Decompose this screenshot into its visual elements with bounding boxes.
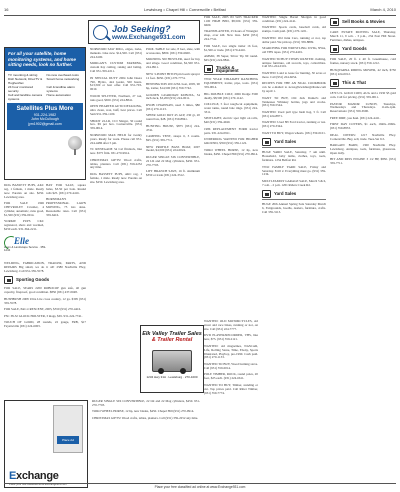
classified-item: TWO YEAR STRAIGHT RANCHING EQUIPMENT, trailer, pipe, tools. (931) 359-0014. bbox=[204, 77, 258, 90]
elle-logo: Elle bbox=[14, 236, 29, 246]
classified-item: HIT AND MISS ENGINE 3 1/2 HP, $850. (931) 359-7711. bbox=[330, 157, 396, 166]
classified-item: FOR SALE, two single trailer 16 foot, $1,500 or trade. (931) 270-4416. bbox=[204, 43, 258, 52]
classified-item: CHRISTMAS GIFTS! Wood crafts, tables, planters. Call (931) 359-2252 any time. bbox=[92, 415, 199, 420]
classified-item: NEW PROFILE BASS BOAT, 2007 model, $4,500 (931) 224-0024. bbox=[146, 144, 200, 153]
classified-item: FOR SALE 1996 CHEVROLET Cavalier, 4 cylinder, automatic, runs good, $1,500 (931) 359-0014. bbox=[4, 201, 44, 217]
elle-subtitle: Lawn & Landscape Service · 359-1234 bbox=[4, 245, 46, 253]
exchange-ad[interactable] bbox=[4, 400, 88, 488]
this-and-that-header: This & That bbox=[330, 79, 396, 89]
classified-item: WANTED: Used pull type bush hog, 5 ft. Call (931) 224-8871. bbox=[262, 109, 326, 118]
classified-item: SPEER GOLD DOT 45 ACP, 230 gr, 20 round box, $28. (931) 359-8841. bbox=[146, 113, 200, 122]
column-6 bbox=[330, 16, 396, 480]
classified-item: DOG BASSETT PUPS, AKC reg, 1 female, 1 male. Ready now. Parents on site. $250. Lewisburg area. bbox=[4, 184, 44, 199]
classified-item: AMMO, 38 Super, Silver Tip 90 round. $65 (931) 224-8841. bbox=[204, 54, 258, 62]
classified-item: NORWOOD SAW MILL, edges, forks, manuals. Like new. $14,500. Call (931) 224-6100. bbox=[90, 48, 142, 59]
classified-item: FIRST DAY COVERS, $1 each, 1940s–1960s. (931) 359-8833. bbox=[330, 122, 396, 131]
satellite-ad bbox=[4, 47, 86, 180]
classified-item: POOL TABLE for sale, 8 foot, slate, with accessories, $800. (931) 359-6600. bbox=[146, 48, 200, 55]
classified-item: HORSEMAN'S PROFESSIONAL LAWN MOWING, 75 lots done. Reasonable rates. Call (931) 359-6416. bbox=[46, 197, 86, 217]
classified-item: HUSQVARNA RIDING MOWER, 42 inch, $750 (931) 224-0012. bbox=[330, 67, 396, 76]
satellite-dish-icon bbox=[68, 136, 82, 150]
classified-item: HAY FOR SALE, square bales, $3.50 per bale. Round rolls $25. (931) 270-4416. bbox=[46, 184, 86, 195]
classified-item: FREE DIRT, you haul. (931) 224-4411. bbox=[330, 115, 381, 120]
job-ad-title: Job Seeking? bbox=[112, 23, 171, 34]
column-2 bbox=[90, 48, 142, 378]
classified-item: NEW 3-POINT HITCH pin boom sprayer 12 foot. $650. (931) 270-7774. bbox=[146, 71, 200, 80]
classified-item: IN SPECIAL DUTY 2004 John Deere 790, Hydro, 4x4 loader, 500 hours. $13,500 or best offer. Call 931-703-0010. bbox=[90, 75, 142, 92]
classified-item: WANTED TO BUY, Wood burning stove. Call (931) 359-0014. bbox=[204, 361, 258, 370]
satellite-ad-features bbox=[5, 71, 85, 103]
feature-item: Home automation bbox=[46, 92, 71, 97]
column-1-top bbox=[4, 184, 44, 236]
trailer-ad-contact: 1234 Hwy 31A · Lewisburg · 270-1000 bbox=[146, 374, 198, 379]
classified-item: 1986 REPLACEMENT FORD tractor parts. 931-224-0911. bbox=[204, 126, 258, 135]
classified-item: COLLEGE, 5 foot rough-cut equipment, water tanks, round bale rings. (931) 224-3311. bbox=[204, 102, 258, 114]
yard-sales-header-2: Yard Sales bbox=[262, 190, 326, 200]
satellite-contact: John McCullough bbox=[31, 117, 59, 122]
classified-item: WANTED: old magazines, NASCAR, Life, Rolling Stone, Time, Ebony, Sports Illustrated, Playboy, pre-1990. Cash paid. (931) 270-1133. bbox=[204, 343, 258, 360]
classified-item: WANTED: Land to lease for hunting, 50 acres or more. Call (931) 224-6654. bbox=[262, 70, 326, 79]
classified-item: SEARCHING FOR WRESTLING: DVDs, NWA, old VHS tapes. (931) 270-4401. bbox=[262, 46, 326, 55]
exchange-tagline: Place your free classified ad at Exchange931.com bbox=[9, 483, 67, 486]
classified-item: MORGAN'S CUSTOM FARMING, custom hay cutting, raking and baling. Call 931-359-2211. bbox=[90, 61, 142, 74]
page-header bbox=[4, 4, 396, 16]
classified-item: SHOOT 22-LR, CCI Stinger, 50 round box. $9 per box. Cornersville. (931) 359-0014. bbox=[90, 118, 142, 131]
classified-item: RUGER SINGLE SIX CONVERTIBLE, 22 LR and 22 Mag cylinders, $450. 931-270-7703. bbox=[146, 154, 200, 167]
column-4-bottom bbox=[204, 320, 258, 480]
issue-date: March 4, 2010 bbox=[370, 7, 396, 12]
classified-item: FOR SALE, 20 ft. x 40 ft. Greenhouse, cold frames, nursery stock. (931) 359-1212. bbox=[330, 57, 396, 66]
elle-lawn-ad bbox=[4, 236, 46, 258]
shovel-icon bbox=[330, 45, 339, 53]
classified-item: TORO WHEEL HORSE, 12 hp, new blades, $450. Chapel Hill (931) 270-9914. bbox=[92, 409, 195, 414]
classified-item: RYOB CHAINSAW, used 3 times, $80 (931) 270-1123. bbox=[146, 102, 200, 111]
classified-item: TRANSPLANTED, 25 hours of Wrangler shop, over kill. New tires. $450 (931) 224-7741. bbox=[204, 29, 258, 42]
yard-goods-header: Yard Goods bbox=[330, 45, 396, 55]
classified-item: TWO FAMILY YARD SALE, Friday and Saturday. 8 till 2. Everything must go. (931) 359-1234. bbox=[262, 164, 326, 177]
ad-illustration bbox=[53, 405, 83, 453]
job-ad-url[interactable]: www.Exchange931.com bbox=[112, 33, 186, 41]
classified-item: FOR SALE, PAC-CRESCENT, 2005, $550 (931) 270-4416. bbox=[4, 307, 82, 312]
feature-item: Dish Network, DirecTV & HughesNet bbox=[8, 76, 43, 85]
classified-item: HUNTING HOUSE, $875 (931) 224-4741. bbox=[146, 123, 200, 132]
classified-item: MOOSING 500 HUSTLER, used for hay and silage. Good condition, $2,500 931-224-9911. bbox=[146, 57, 200, 70]
yard-sales-header: Yard Sales bbox=[262, 138, 326, 148]
column-3 bbox=[146, 48, 200, 320]
classified-item: UNDERDOG WANTED FOR HIGHER GROUND, $350 (931) 359-1122. bbox=[204, 137, 258, 146]
classified-item: DOG BASSETT PUPS, AKC reg, 1 female, 1 male. Ready now. Parents on site. $250. Lewisburg area. bbox=[90, 171, 142, 184]
classified-item: GOLDEN GUARDIAN KUBOTA, 54 inch deck, $3,200 (931) 224-0011. bbox=[146, 92, 200, 101]
classified-item: MULTI-FAMILY GARAGE SALE, March 5 & 6, 7 a.m. - 2 p.m. 1201 Riders Creek Rd. bbox=[262, 178, 326, 187]
classified-item: PASTOR MANOR LUNCH, Tuesdays, Wednesdays and Thursdays. 11am-1pm. Reservations: (931) 359-6590. bbox=[330, 101, 396, 114]
yard-sale-icon bbox=[262, 190, 271, 198]
exchange-logo: Exchange bbox=[9, 470, 59, 482]
column-2-bottom bbox=[92, 400, 200, 480]
classified-item: POLE TIMBER, ROCK, round poles, 20 foot, $25 each. (931) 224-6611. bbox=[204, 372, 258, 381]
satellite-phone[interactable]: 931-224-1982 bbox=[33, 112, 57, 117]
classified-item: WANTED: OLD MOTORCYCLES, old street and race bikes, running or not, on site. Call (931) 224-7777. bbox=[204, 320, 258, 331]
section-title: Lewisburg • Chapel Hill • Cornersville • Belfast bbox=[144, 7, 226, 12]
satellite-email[interactable]: jym1902@gmail.com bbox=[28, 121, 62, 126]
satellite-company: Satellites Plus More bbox=[16, 105, 74, 112]
classified-item: RECIPES FOR THE AN NUAL COOKBOOK can be e-mailed to news@lewisburgtribune.com by April 1. bbox=[262, 81, 326, 94]
feature-item: No new overhead costs bbox=[46, 72, 79, 77]
column-1b-top bbox=[46, 184, 86, 236]
classified-item: WELDING, FABRICATION, TRAILER, PARTS, AND REPAIRS Big small, we do it all! 2580 Nashville Hwy, Lewisburg. Call 931-359-5578. bbox=[4, 262, 86, 273]
feature-item: Cell and landline camera systems bbox=[8, 92, 43, 101]
satellite-ad-headline: For all your satellite, home monitoring systems, and home sitting needs, look no further. bbox=[5, 48, 85, 71]
classified-item: HUGE YARD SALE, Saturday, 7 am until. Household, baby items, clothes, toys, tools, furniture. 1234 Belfast Rd. bbox=[262, 150, 326, 163]
classified-item: BARGAIN BARN, 1300 Nashville Hwy. Lewisburg. Antiques, tools, furniture, glassware. Open daily. bbox=[330, 143, 396, 155]
classified-item: WANTED: Sports cards, baseball cards, old stamps. Cash paid. (931) 270-1221. bbox=[262, 25, 326, 34]
classified-item: CAMPING TENT, sleeps 6, 3 rooms. $95. (931) 359-7711. bbox=[146, 134, 200, 143]
classified-item: OPEN HEARTED AUTO DETAILING, ultra clean, wax, buff, best prices. Call Sam 931-359-1100. bbox=[90, 104, 142, 117]
classified-item: HUSHBUSH 2008 Ultra Lite cross country, 12 ga. $395 (931) 359-5578. bbox=[4, 296, 86, 305]
column-4 bbox=[204, 16, 258, 316]
magnifier-icon bbox=[93, 25, 108, 40]
classified-item: WANT TO BUY, Wagon wheels. (931) 359-0101. bbox=[262, 130, 326, 135]
box-icon bbox=[330, 79, 339, 87]
classified-item: PSC 38-32 GLOCK HOLSTER, 3 mags, $65. 931-224-7741. bbox=[4, 313, 83, 318]
classified-item: TORO WHEEL HORSE, 12 hp, new blades, $450. Chapel Hill (931) 270-9914. bbox=[204, 147, 258, 156]
feature-item: TV mounting & wiring bbox=[8, 72, 38, 77]
classified-item: BENNINGTON 200 22XL boat, 2005, 90 hp, trailer, $14,500 (931) 359-7742. bbox=[146, 82, 200, 91]
classified-item: TC RENEGADE 54 Cal flintlock, like new. $375 firm. 931-270-9914. bbox=[90, 147, 142, 156]
book-icon bbox=[330, 18, 339, 26]
place-ad-button[interactable]: Place Ad bbox=[57, 436, 79, 444]
feature-item: Cell & landline alarm systems bbox=[46, 84, 75, 93]
column-1-mid bbox=[4, 262, 86, 392]
trailer-ad-title: Elk Valley Trailer Sales & Trailer Rental bbox=[142, 331, 202, 344]
rifle-icon bbox=[4, 276, 13, 284]
classified-item: WANTED: Old Junk Cars, running or not, top dollar paid. We pick up. (931) 359-8899. bbox=[262, 35, 326, 44]
yard-sale-icon bbox=[262, 138, 271, 146]
truck-icon bbox=[204, 65, 213, 73]
column-5 bbox=[262, 16, 326, 480]
feature-item: 24 hour monitored security bbox=[8, 84, 34, 93]
classified-item: RUGER SINGLE SIX CONVERTIBLE, 22 LR and 22 Mag cylinders, $450. 931-270-7703. bbox=[92, 400, 200, 407]
trailer-sales-ad bbox=[140, 325, 204, 393]
classified-item: SPOTLIGHT, electric spot light on rolls, $40 (931) 359-4040. bbox=[204, 116, 258, 125]
classified-item: WANTED: Used 8N Ford tractor, running or not. (931) 270-3344. bbox=[262, 120, 326, 129]
classified-item: WANTED: Single Barrel Shotgun in good condition. (931) 224-4141. bbox=[262, 16, 326, 23]
classified-item: WANT TO BUY, Old Jack Daniel's and Tennessee Whiskey bottles, jugs and crocks. (931) 359-5544. bbox=[262, 95, 326, 108]
classified-item: NORWOOD MAX HELD for twenty years. Ready for work. Please call 931-224-4486 after 5 pm. bbox=[90, 132, 142, 145]
job-seeking-ad[interactable] bbox=[88, 20, 200, 44]
classified-item: CARE ESTATE MOVING SALE, Thursday, March 11, 9 a.m. - 3 p.m., 234 East Hill Street. Furniture, dishes, antiques. bbox=[330, 30, 396, 42]
classified-item: HUGE 20th Annual Spring Sale Saturday March 6, Fairgrounds, booths, dealers, furniture, crafts. Call 359-3113. bbox=[262, 202, 326, 215]
classified-item: CHRISTMAS GIFTS! Wood crafts, tables, planters. Call (931) 359-2252 any time. bbox=[90, 157, 142, 170]
classified-item: DVD PLAYER/RECORDER, VHS, like new, $75. (931) 359-2121. bbox=[204, 333, 258, 342]
books-movies-header: Sell Books & Movies bbox=[330, 18, 396, 28]
sporting-goods-header: Sporting Goods bbox=[4, 276, 86, 284]
classified-item: BIG DOUBLE COLT, 2006 Dodge 3500 dually, $8,500 (931) 270-1142. bbox=[204, 91, 258, 100]
classified-item: FOR SALE, SEARS 2200 ROBOCOP gun safe, 40 gun capacity, fireproof, good condition. $850 (931) 437-0048. bbox=[4, 286, 86, 295]
classified-item: WOOD SPLITTER, Northern, 27 ton, runs good, $650. (931) 224-8841. bbox=[90, 93, 142, 102]
classified-item: DEAL DIVERS: 1217 Nashville Hwy. Cornersville. Buy, sell, trade. Tues-Sat 9-5. bbox=[330, 132, 396, 141]
trailer-icon bbox=[152, 350, 192, 372]
feature-item: Smart home networking bbox=[46, 76, 80, 81]
classified-item: TOUCH OF GOOD, 28 rounds, 22 gauge, FRB, $17 Fayetteville (931) 224-6003. bbox=[4, 320, 86, 329]
page-footer: Place your free classified ad online at www.Exchange931.com bbox=[4, 483, 396, 490]
trucks-header: Trucks & Equipment bbox=[204, 65, 258, 75]
classified-item: FOR SALE, 2005 JD 5225 TRACKER 1100 HIGH BED, $8,500. (931) 359-6600. bbox=[204, 16, 258, 27]
classified-item: 1870 U.S. GOLD COIN, AUG and a 1930 $5 gold coin. Call for pricing. (931) 359-0011. bbox=[330, 91, 396, 100]
classified-item: WANTED TO BUY: ITEMS WANTED: clothing, antique furniture, old records, toys, collectibles. Call 931-224-0101. bbox=[262, 56, 326, 69]
classified-item: YORKIE PUPS CKC registered, shots and wormed, $250 each. 931-364-2211. bbox=[4, 219, 44, 232]
page-number: 16 bbox=[4, 7, 9, 12]
satellite-ad-contact bbox=[7, 103, 83, 130]
classified-item: WANTED TO BUY, Timber, standing or cut. Top prices paid. Call Ritter Timber, (931) 359-7774. bbox=[204, 382, 258, 395]
classified-item: LIFT BRANCH SAVE, 16 ft. aluminum $350 or trade (931) 224-3312. bbox=[146, 169, 200, 178]
